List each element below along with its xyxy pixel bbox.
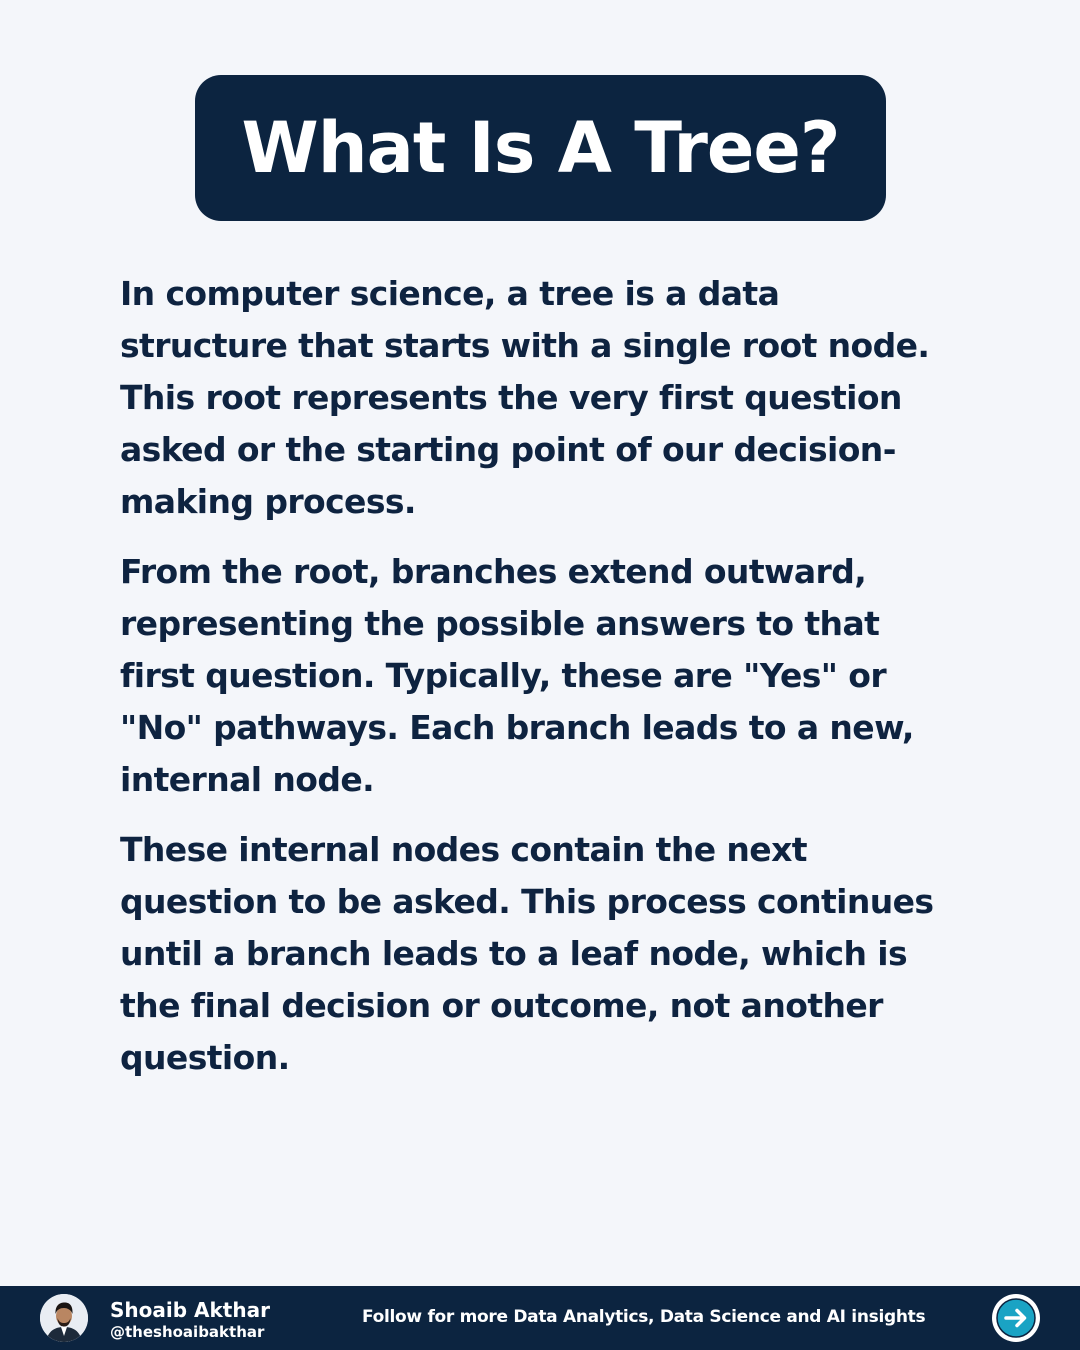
body-content [120, 268, 940, 1102]
follow-cta: Follow for more Data Analytics, Data Science and AI insights [362, 1307, 926, 1327]
next-button[interactable] [992, 1294, 1040, 1342]
author-name: Shoaib Akthar [110, 1298, 270, 1322]
title-banner [195, 75, 886, 221]
paragraph-2: From the root, branches extend outward, representing the possible answers to that first question. Typically, these are "Yes" or "No" pathways. Each branch leads to a new, internal node. [120, 552, 914, 799]
avatar-portrait-icon [40, 1294, 88, 1342]
paragraph-3: These internal nodes contain the next question to be asked. This process continues until a branch leads to a leaf node, which is the final decision or outcome, not another question. [120, 830, 934, 1077]
arrow-right-icon [992, 1294, 1040, 1342]
author-handle: @theshoaibakthar [110, 1323, 265, 1341]
paragraph-1: In computer science, a tree is a data structure that starts with a single root node. This root represents the very first question asked or the starting point of our decision-making process. [120, 274, 930, 521]
footer-bar [0, 1286, 1080, 1350]
page-title: What Is A Tree? [241, 107, 840, 189]
avatar [40, 1294, 88, 1342]
